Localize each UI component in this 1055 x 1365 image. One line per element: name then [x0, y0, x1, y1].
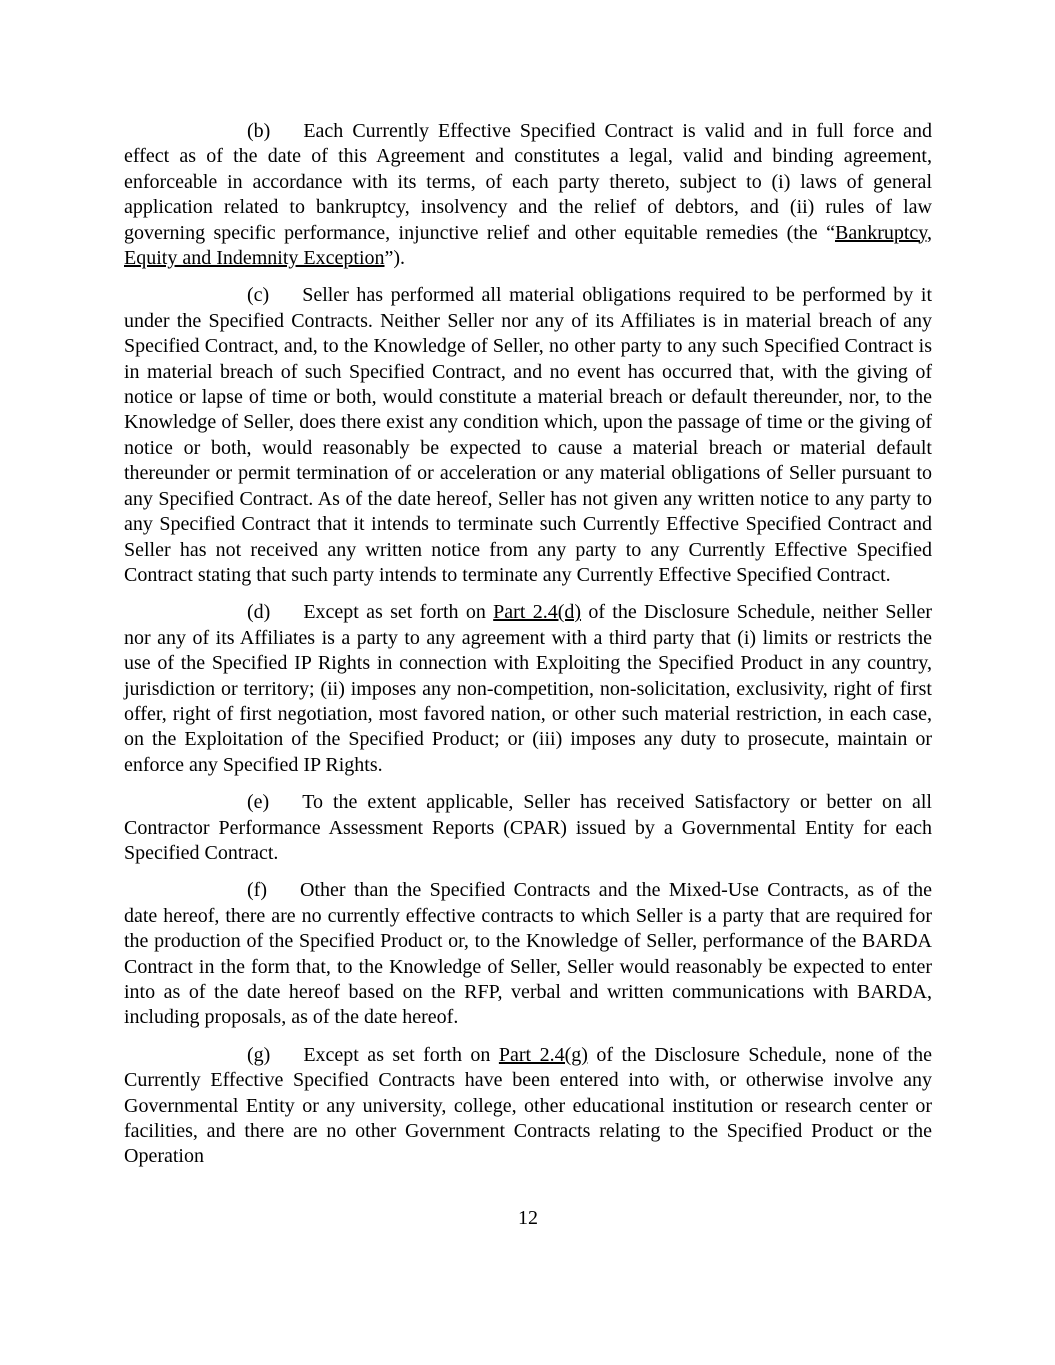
body-text: Each Currently Effective Specified Contract is valid and in full force and effect as of the date of this Agreement and constitutes a legal, valid and binding agreement, enforceable in accordance with its terms, of each party thereto, subject to (i) laws of general application related to bankruptcy, insolvency and the relief of debtors, and (ii) rules of law governing specific performance, injunctive relief and other equitable remedies (the “ [124, 120, 932, 244]
paragraph-f [124, 878, 932, 1030]
body-text: To the extent applicable, Seller has received Satisfactory or better on all Contractor Performance Assessment Reports (CPAR) issued by a Governmental Entity for each Specified Contract. [124, 791, 932, 864]
body-text: of the Disclosure Schedule, neither Seller nor any of its Affiliates is a party to any agreement with a third party that (i) limits or restricts the use of the Specified IP Rights in connection with Exploiting the Specified Product in any country, jurisdiction or territory; (ii) imposes any non-competition, non-solicitation, exclusivity, right of first offer, right of first negotiation, most favored nation, or other such material restriction, in each case, on the Exploitation of the Specified Product; or (iii) imposes any duty to prosecute, maintain or enforce any Specified IP Rights. [124, 601, 933, 776]
paragraph-c [124, 283, 932, 588]
paragraph-b [124, 119, 932, 271]
paragraph-label: (e) [247, 791, 270, 814]
paragraph-label: (d) [247, 601, 271, 624]
underlined-text: Part 2.4(d) [493, 601, 582, 624]
body-text: Seller has performed all material obligations required to be performed by it under the Specified Contracts. Neither Seller nor any of its Affiliates is in material breach of any Specified Contract, and, to the Knowledge of Seller, no other party to any such Specified Contract is in material breach of such Specified Contract, and no event has occurred that, with the giving of notice or lapse of time or both, would constitute a material breach or default thereunder, nor, to the Knowledge of Seller, does there exist any condition which, upon the passage of time or the giving of notice or both, would reasonably be expected to cause a material breach or material default thereunder or permit termination of or acceleration or any material obligations of Seller pursuant to any Specified Contract. As of the date hereof, Seller has not given any written notice to any party to any Specified Contract that it intends to terminate such Currently Effective Specified Contract and Seller has not received any written notice from any party to any Currently Effective Specified Contract stating that such party intends to terminate any Currently Effective Specified Contract. [124, 284, 932, 586]
body-text: Except as set forth on [303, 601, 494, 624]
paragraph-label: (b) [247, 120, 271, 142]
page-number: 12 [518, 1206, 538, 1229]
body-text: ”). [384, 247, 406, 270]
paragraph-g [124, 1043, 932, 1170]
paragraph-d [124, 600, 932, 778]
paragraph-label: (c) [247, 284, 270, 307]
page-footer [124, 1206, 932, 1231]
body-text: of the Disclosure Schedule, none of the Currently Effective Specified Contracts have been entered into with, or otherwise involve any Governmental Entity or any university, college, other educational institution or research center or facilities, and there are no other Government Contracts relating to the Specified Product or the Operation [124, 1043, 932, 1168]
document-body [124, 119, 932, 1170]
underlined-text: Part 2.4(g) [498, 1043, 588, 1066]
paragraph-label: (g) [247, 1043, 271, 1066]
body-text: Except as set forth on [303, 1043, 499, 1066]
paragraph-e [124, 790, 932, 866]
underlined-text: Bankruptcy, Equity and Indemnity Exception [124, 221, 932, 270]
body-text: Other than the Specified Contracts and the Mixed-Use Contracts, as of the date hereof, there are no currently effective contracts to which Seller is a party that are required for the production of the Specified Product or, to the Knowledge of Seller, performance of the BARDA Contract in the form that, to the Knowledge of Seller, Seller would reasonably be expected to enter into as of the date hereof based on the RFP, verbal and written communications with BARDA, including proposals, as of the date hereof. [124, 879, 932, 1029]
paragraph-label: (f) [247, 879, 267, 902]
